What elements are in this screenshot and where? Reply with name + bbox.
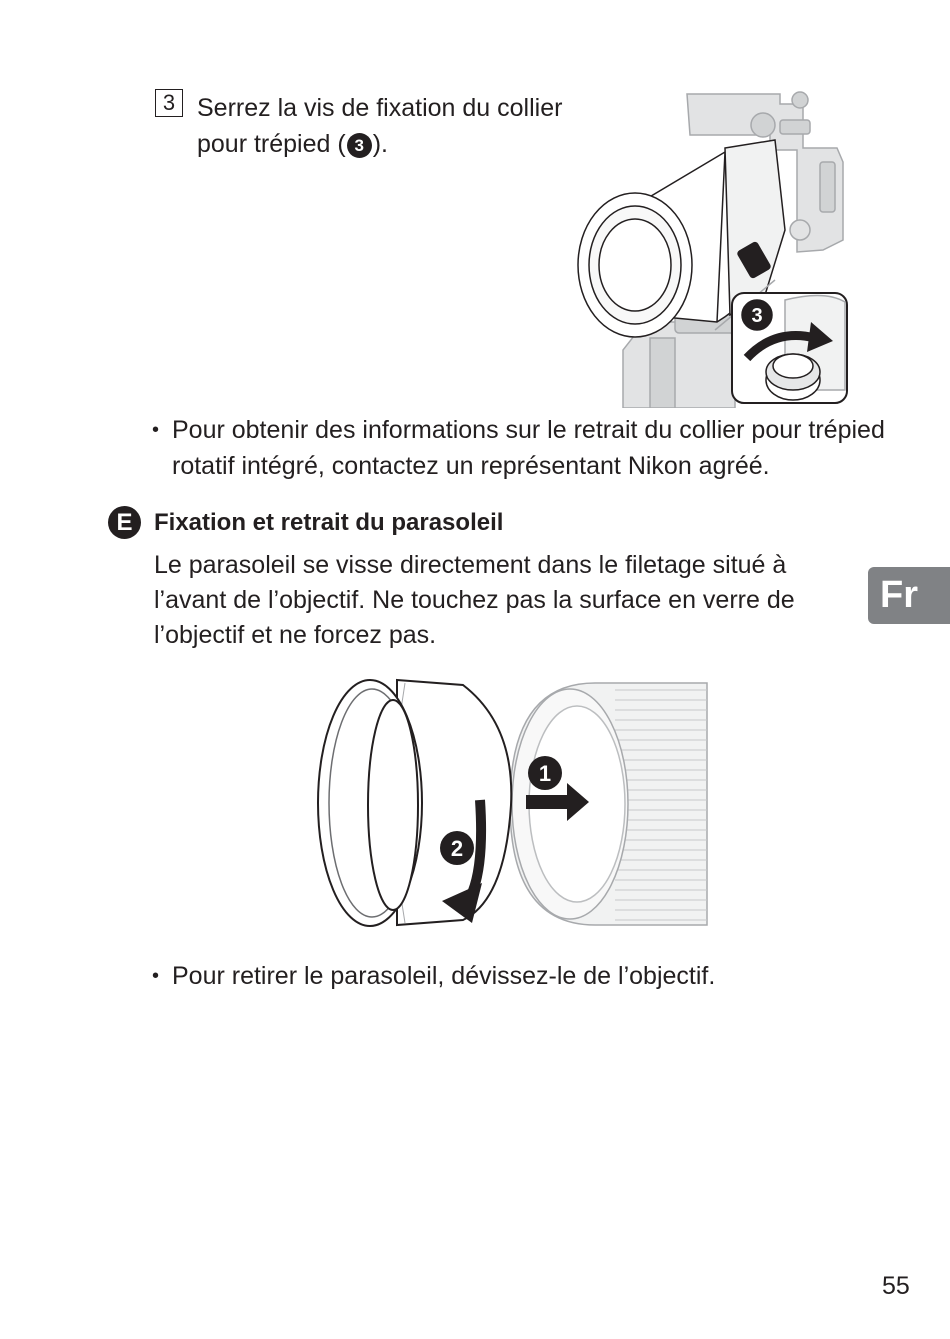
section-title: Fixation et retrait du parasoleil — [154, 509, 504, 536]
step-line-1: Serrez la vis de fixation du collier — [197, 94, 563, 122]
callout-3-label: 3 — [751, 305, 763, 327]
step-line-2 — [197, 126, 562, 162]
callout-2-label: 2 — [450, 836, 464, 861]
callout-marker-3: 3 — [347, 133, 372, 158]
step-line-2-start: pour trépied ( — [197, 130, 346, 158]
bullet-text — [172, 958, 715, 994]
callout-1-label: 1 — [538, 761, 552, 786]
bullet-text — [172, 412, 885, 484]
step-instruction — [197, 90, 562, 162]
tripod-collar-illustration — [575, 90, 855, 408]
bullet-dot: • — [152, 965, 160, 987]
section-paragraph: Le parasoleil se visse directement dans le filetage situé à l’avant de l’objectif. Ne touchez pas la surface en verre de l’objectif et ne forcez pas. — [154, 551, 795, 649]
bullet-line-2: rotatif intégré, contactez un représentant Nikon agréé. — [172, 452, 770, 480]
bullet-line-1: Pour retirer le parasoleil, dévissez-le de l’objectif. — [172, 962, 716, 990]
step-number-box: 3 — [155, 89, 183, 117]
step-line-2-end: ). — [372, 130, 388, 158]
lens-hood-illustration — [315, 675, 713, 930]
section-letter-icon: E — [108, 506, 141, 539]
page-number: 55 — [882, 1272, 910, 1300]
bullet-line-1: Pour obtenir des informations sur le retrait du collier pour trépied — [172, 416, 885, 444]
bullet-dot: • — [152, 419, 160, 441]
language-tab: Fr — [868, 567, 950, 624]
